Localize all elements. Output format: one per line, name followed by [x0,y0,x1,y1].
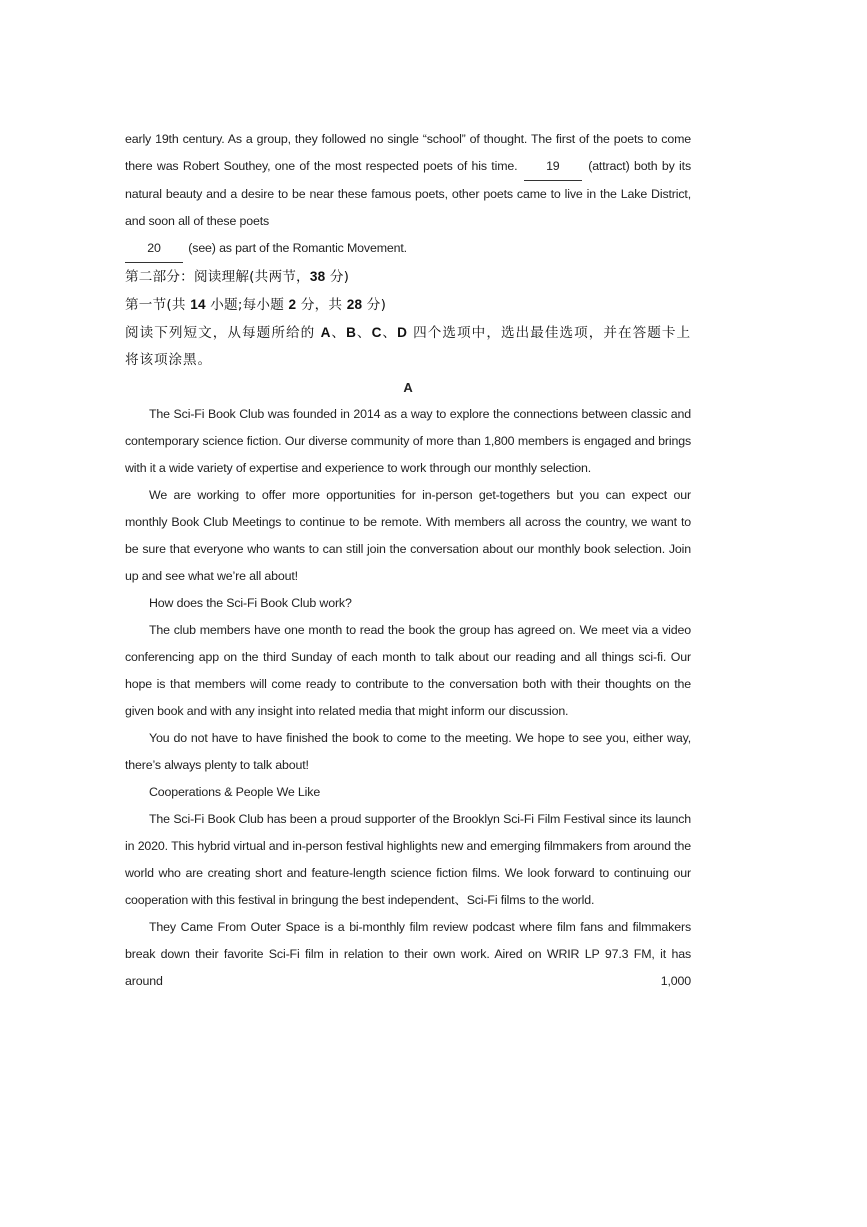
sec1-num-total: 28 [346,297,363,312]
passage-continuation [125,126,691,235]
paragraph-2: We are working to offer more opportunities for in-person get-togethers but you can expect our monthly Book Club Meetings to continue to be remote. With members all across the country, we want to be sure that everyone who wants to can still join the conversation about our monthly book selection. Join up and see what we’re all about! [125,488,691,583]
instructions [125,319,691,374]
paragraph-3: The club members have one month to read the book the group has agreed on. We meet via a video conferencing app on the third Sunday of each month to talk about our reading and all things sci-fi. Our hope is that members will come ready to contribute to the conversation both with their thoughts on the given book and with any insight into related media that might inform our discussion. [125,623,691,718]
paragraph-5: The Sci-Fi Book Club has been a proud supporter of the Brooklyn Sci-Fi Film Festival since its launch in 2020. This hybrid virtual and in-person festival highlights new and emerging filmmakers from around the world who are creating short and feature-length science fiction films. We look forward to continuing our cooperation with this festival in bringung the best independent、Sci-Fi films to the world. [125,812,691,907]
sec1-num-questions: 14 [190,297,206,312]
passage-line-3: desire to be near these famous poets, other poets came to live in the Lake District, and soon all of these poets [125,187,692,228]
option-a: A [320,325,332,340]
blank-19: 19 [524,153,582,181]
option-d: D [397,325,408,340]
part-two-score: 38 [309,269,326,284]
instr-text-b: 四个选项中，选出最佳选项，并在答题卡上将该项涂黑。 [125,325,692,368]
passage-line-2b: (attract) both by its natural beauty and a [125,159,691,201]
instr-text-a: 阅读下列短文，从每题所给的 [125,325,321,341]
sec1-text-a: 第一节(共 [125,297,191,313]
subheading-how-it-works: How does the Sci-Fi Book Club work? [149,596,352,610]
sep-1: 、 [331,325,347,341]
passage-line-4b: (see) as part of the Romantic Movement. [185,241,407,255]
sec1-text-c: 分，共 [296,297,347,313]
sec1-text-d: 分) [362,297,387,313]
passage-line-4 [125,235,691,263]
passage-title: A [403,380,413,395]
sec1-text-b: 小题;每小题 [205,297,289,313]
subheading-cooperations: Cooperations & People We Like [149,785,321,799]
option-b: B [346,325,357,340]
paragraph-1: The Sci-Fi Book Club was founded in 2014 as a way to explore the connections between classic and contemporary science fiction. Our diverse community of more than 1,800 members is engaged and brings with it a wide variety of expertise and experience to work through our monthly selection. [125,407,691,475]
passage-line-2a: Robert Southey, one of the most respected poets of his time. [182,159,522,173]
paragraph-6: They Came From Outer Space is a bi-monthly film review podcast where film fans and filmmakers break down their favorite Sci-Fi film in relation to their own work. Aired on WRIR LP 97.3 FM, it has around 1,000 [125,920,691,988]
passage-line-1: early 19th century. As a group, they followed no single “school” of thought. The first of the poets to come there was [125,132,691,173]
blank-20: 20 [125,235,183,263]
sep-3: 、 [382,325,398,341]
paragraph-4: You do not have to have finished the book to come to the meeting. We hope to see you, either way, there’s always plenty to talk about! [125,731,691,772]
exam-page [125,126,691,995]
sec1-num-each: 2 [288,297,297,312]
option-c: C [371,325,383,340]
part-two-unit: 分) [325,269,350,285]
section-one-heading [125,291,691,319]
part-two-heading [125,263,691,291]
part-two-label: 第二部分：阅读理解(共两节， [125,269,310,285]
sep-2: 、 [356,325,372,341]
